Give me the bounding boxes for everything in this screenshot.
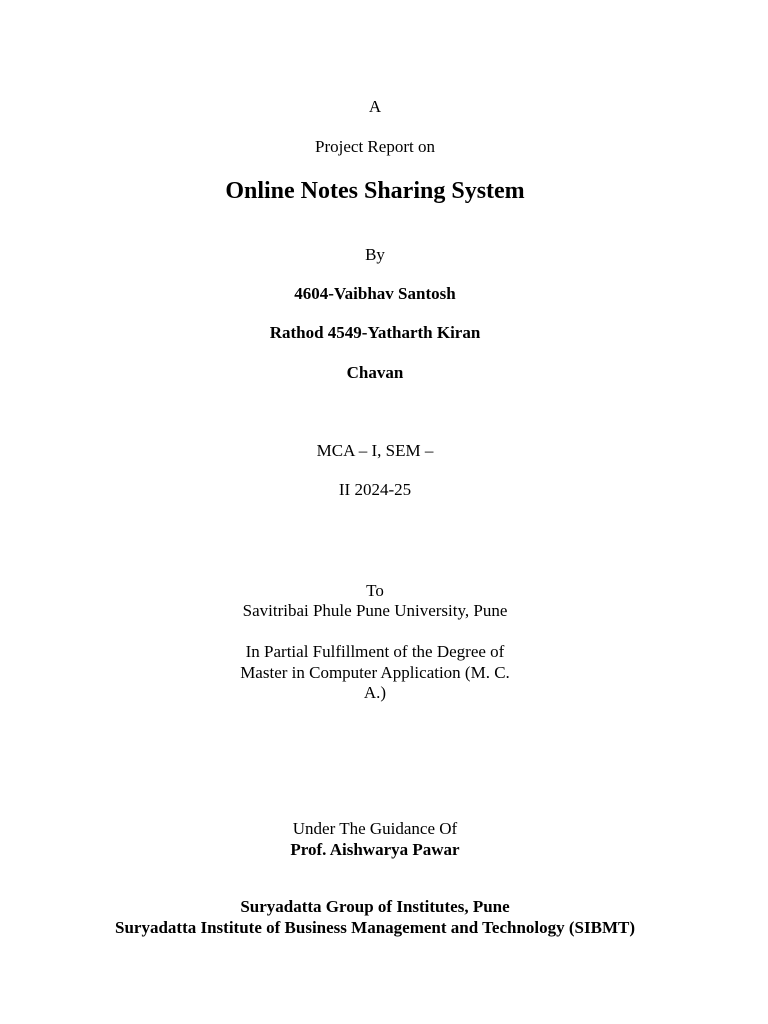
fulfillment-line: In Partial Fulfillment of the Degree of (245, 642, 505, 661)
author-line: Rathod 4549-Yatharth Kiran (269, 323, 481, 342)
course-line: MCA – I, SEM – (316, 441, 434, 460)
fulfillment-line: Master in Computer Application (M. C. (240, 663, 510, 682)
guide-name: Prof. Aishwarya Pawar (290, 840, 460, 859)
cover-article: A (368, 97, 382, 116)
guidance-label: Under The Guidance Of (292, 819, 458, 838)
report-label: Project Report on (315, 137, 435, 156)
institute-group: Suryadatta Group of Institutes, Pune (240, 897, 510, 916)
fulfillment-line: A.) (363, 683, 387, 702)
institute-name: Suryadatta Institute of Business Management and Technology (SIBMT) (115, 918, 635, 937)
course-line: II 2024-25 (338, 480, 412, 499)
author-line: Chavan (346, 363, 404, 382)
by-label: By (365, 245, 385, 264)
project-title: Online Notes Sharing System (225, 178, 525, 204)
to-label: To (366, 581, 384, 600)
university-name: Savitribai Phule Pune University, Pune (242, 601, 508, 620)
author-line: 4604-Vaibhav Santosh (294, 284, 456, 303)
